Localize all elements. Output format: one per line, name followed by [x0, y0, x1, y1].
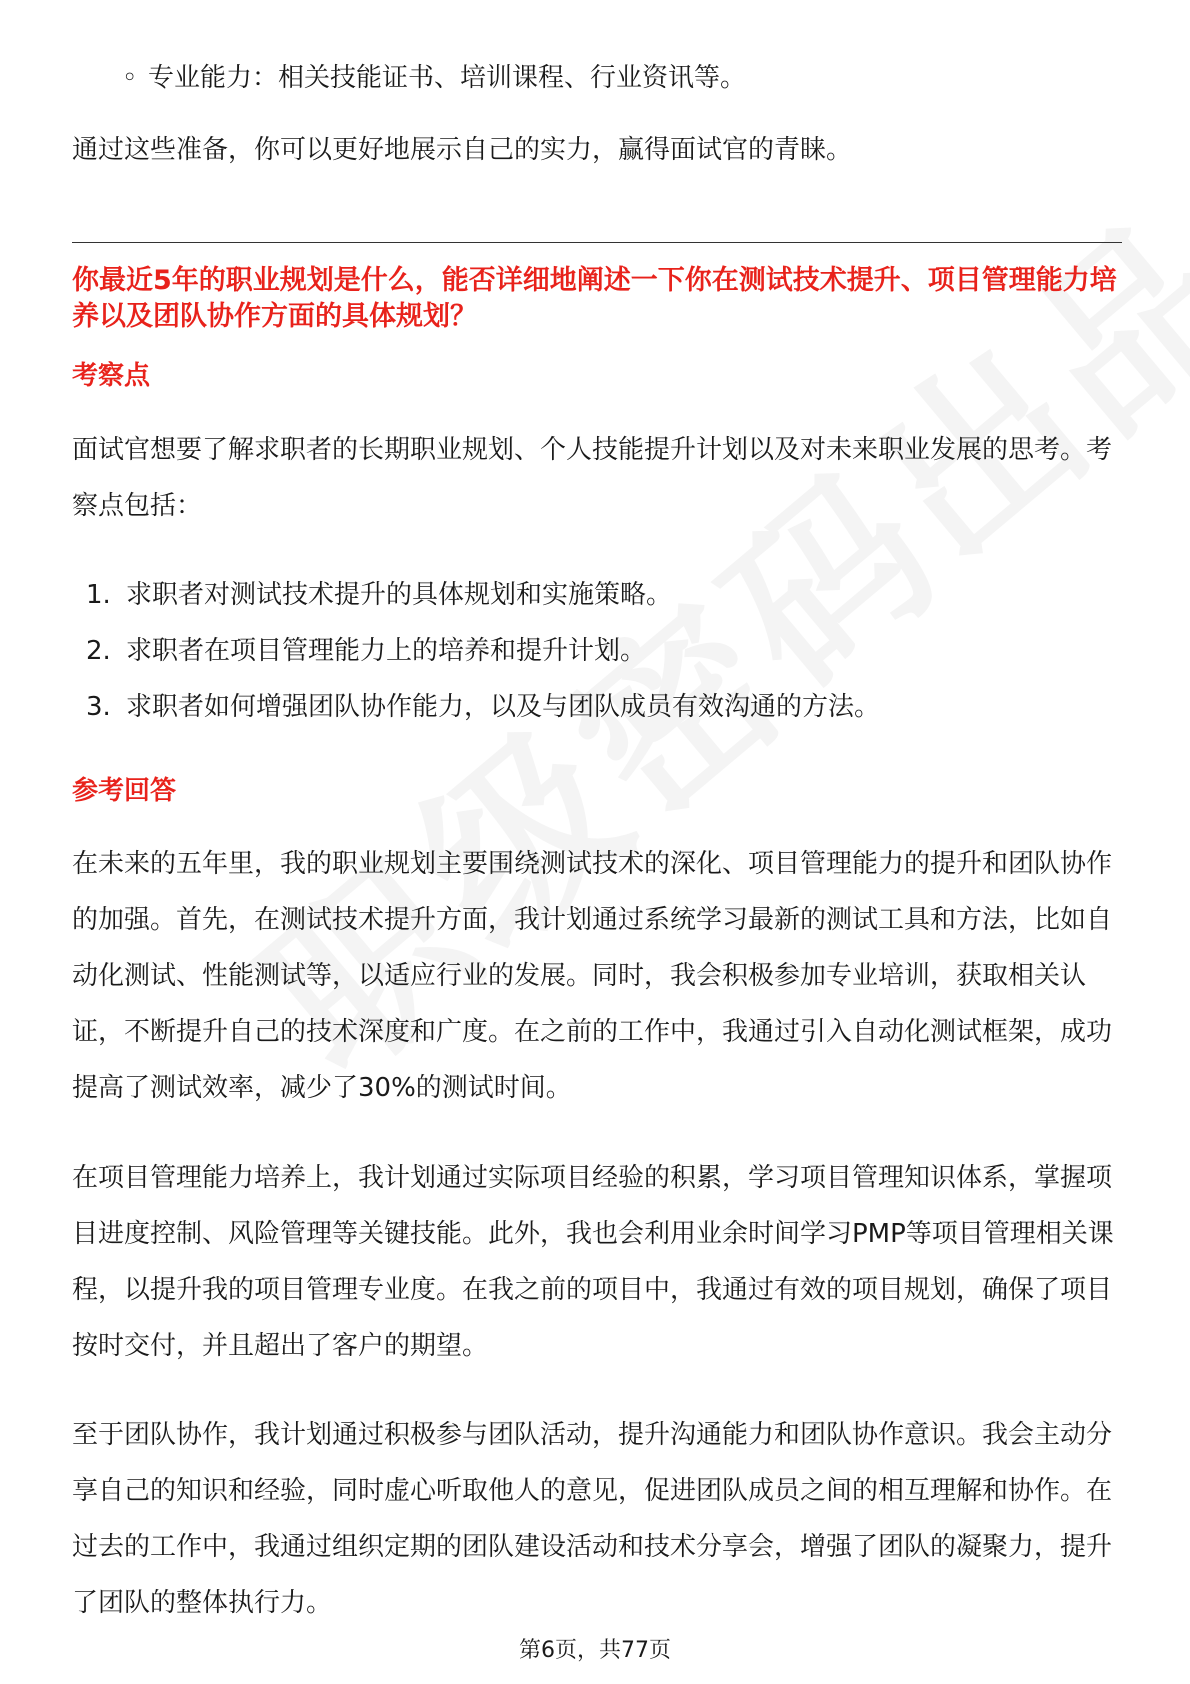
hollow-circle-bullet-icon: ◦ — [122, 63, 138, 93]
question-block — [72, 263, 1122, 335]
answer-paragraph-3-block — [72, 1407, 1122, 1631]
answer-paragraph-1-block — [72, 836, 1122, 1116]
assessment-heading: 考察点 — [72, 361, 151, 391]
list-item-text: 求职者在项目管理能力上的培养和提升计划。 — [126, 636, 647, 666]
assessment-points-block — [72, 567, 1122, 735]
answer-heading-block — [72, 773, 1122, 809]
answer-paragraph: 至于团队协作，我计划通过积极参与团队活动，提升沟通能力和团队协作意识。我会主动分享自己的知识和经验，同时虚心听取他人的意见，促进团队成员之间的相互理解和协作。在过去的工作中，我通过组织定期的团队建设活动和技术分享会，增强了团队的凝聚力，提升了团队的整体执行力。 — [72, 1420, 1113, 1618]
list-item-text: 求职者对测试技术提升的具体规划和实施策略。 — [126, 580, 673, 610]
answer-paragraph-2-block — [72, 1150, 1122, 1374]
list-number: 3. — [86, 692, 111, 722]
closing-paragraph-block — [72, 122, 1122, 178]
list-item-text: 求职者如何增强团队协作能力，以及与团队成员有效沟通的方法。 — [126, 692, 881, 722]
sub-bullet-item — [122, 50, 1108, 106]
list-item — [72, 679, 1122, 735]
list-number: 1. — [86, 580, 111, 610]
sub-bullet-text: 专业能力：相关技能证书、培训课程、行业资讯等。 — [148, 63, 747, 93]
section-divider — [72, 242, 1122, 243]
assessment-intro: 面试官想要了解求职者的长期职业规划、个人技能提升计划以及对未来职业发展的思考。考察点包括： — [72, 435, 1113, 521]
answer-paragraph: 在项目管理能力培养上，我计划通过实际项目经验的积累，学习项目管理知识体系，掌握项目进度控制、风险管理等关键技能。此外，我也会利用业余时间学习PMP等项目管理相关课程，以提升我的项目管理专业度。在我之前的项目中，我通过有效的项目规划，确保了项目按时交付，并且超出了客户的期望。 — [72, 1163, 1114, 1361]
answer-heading: 参考回答 — [72, 776, 177, 806]
question-title: 你最近5年的职业规划是什么，能否详细地阐述一下你在测试技术提升、项目管理能力培养以及团队协作方面的具体规划？ — [72, 265, 1117, 332]
list-number: 2. — [86, 636, 111, 666]
closing-paragraph: 通过这些准备，你可以更好地展示自己的实力，赢得面试官的青睐。 — [72, 135, 853, 165]
assessment-points-list — [72, 567, 1122, 735]
list-item — [72, 567, 1122, 623]
assessment-intro-block — [72, 422, 1122, 534]
assessment-heading-block — [72, 358, 1122, 394]
answer-paragraph: 在未来的五年里，我的职业规划主要围绕测试技术的深化、项目管理能力的提升和团队协作的加强。首先，在测试技术提升方面，我计划通过系统学习最新的测试工具和方法，比如自动化测试、性能测试等，以适应行业的发展。同时，我会积极参加专业培训，获取相关认证，不断提升自己的技术深度和广度。在之前的工作中，我通过引入自动化测试框架，成功提高了测试效率，减少了30%的测试时间。 — [72, 849, 1113, 1103]
page-number-footer: 第6页，共77页 — [519, 1638, 671, 1663]
list-item — [72, 623, 1122, 679]
